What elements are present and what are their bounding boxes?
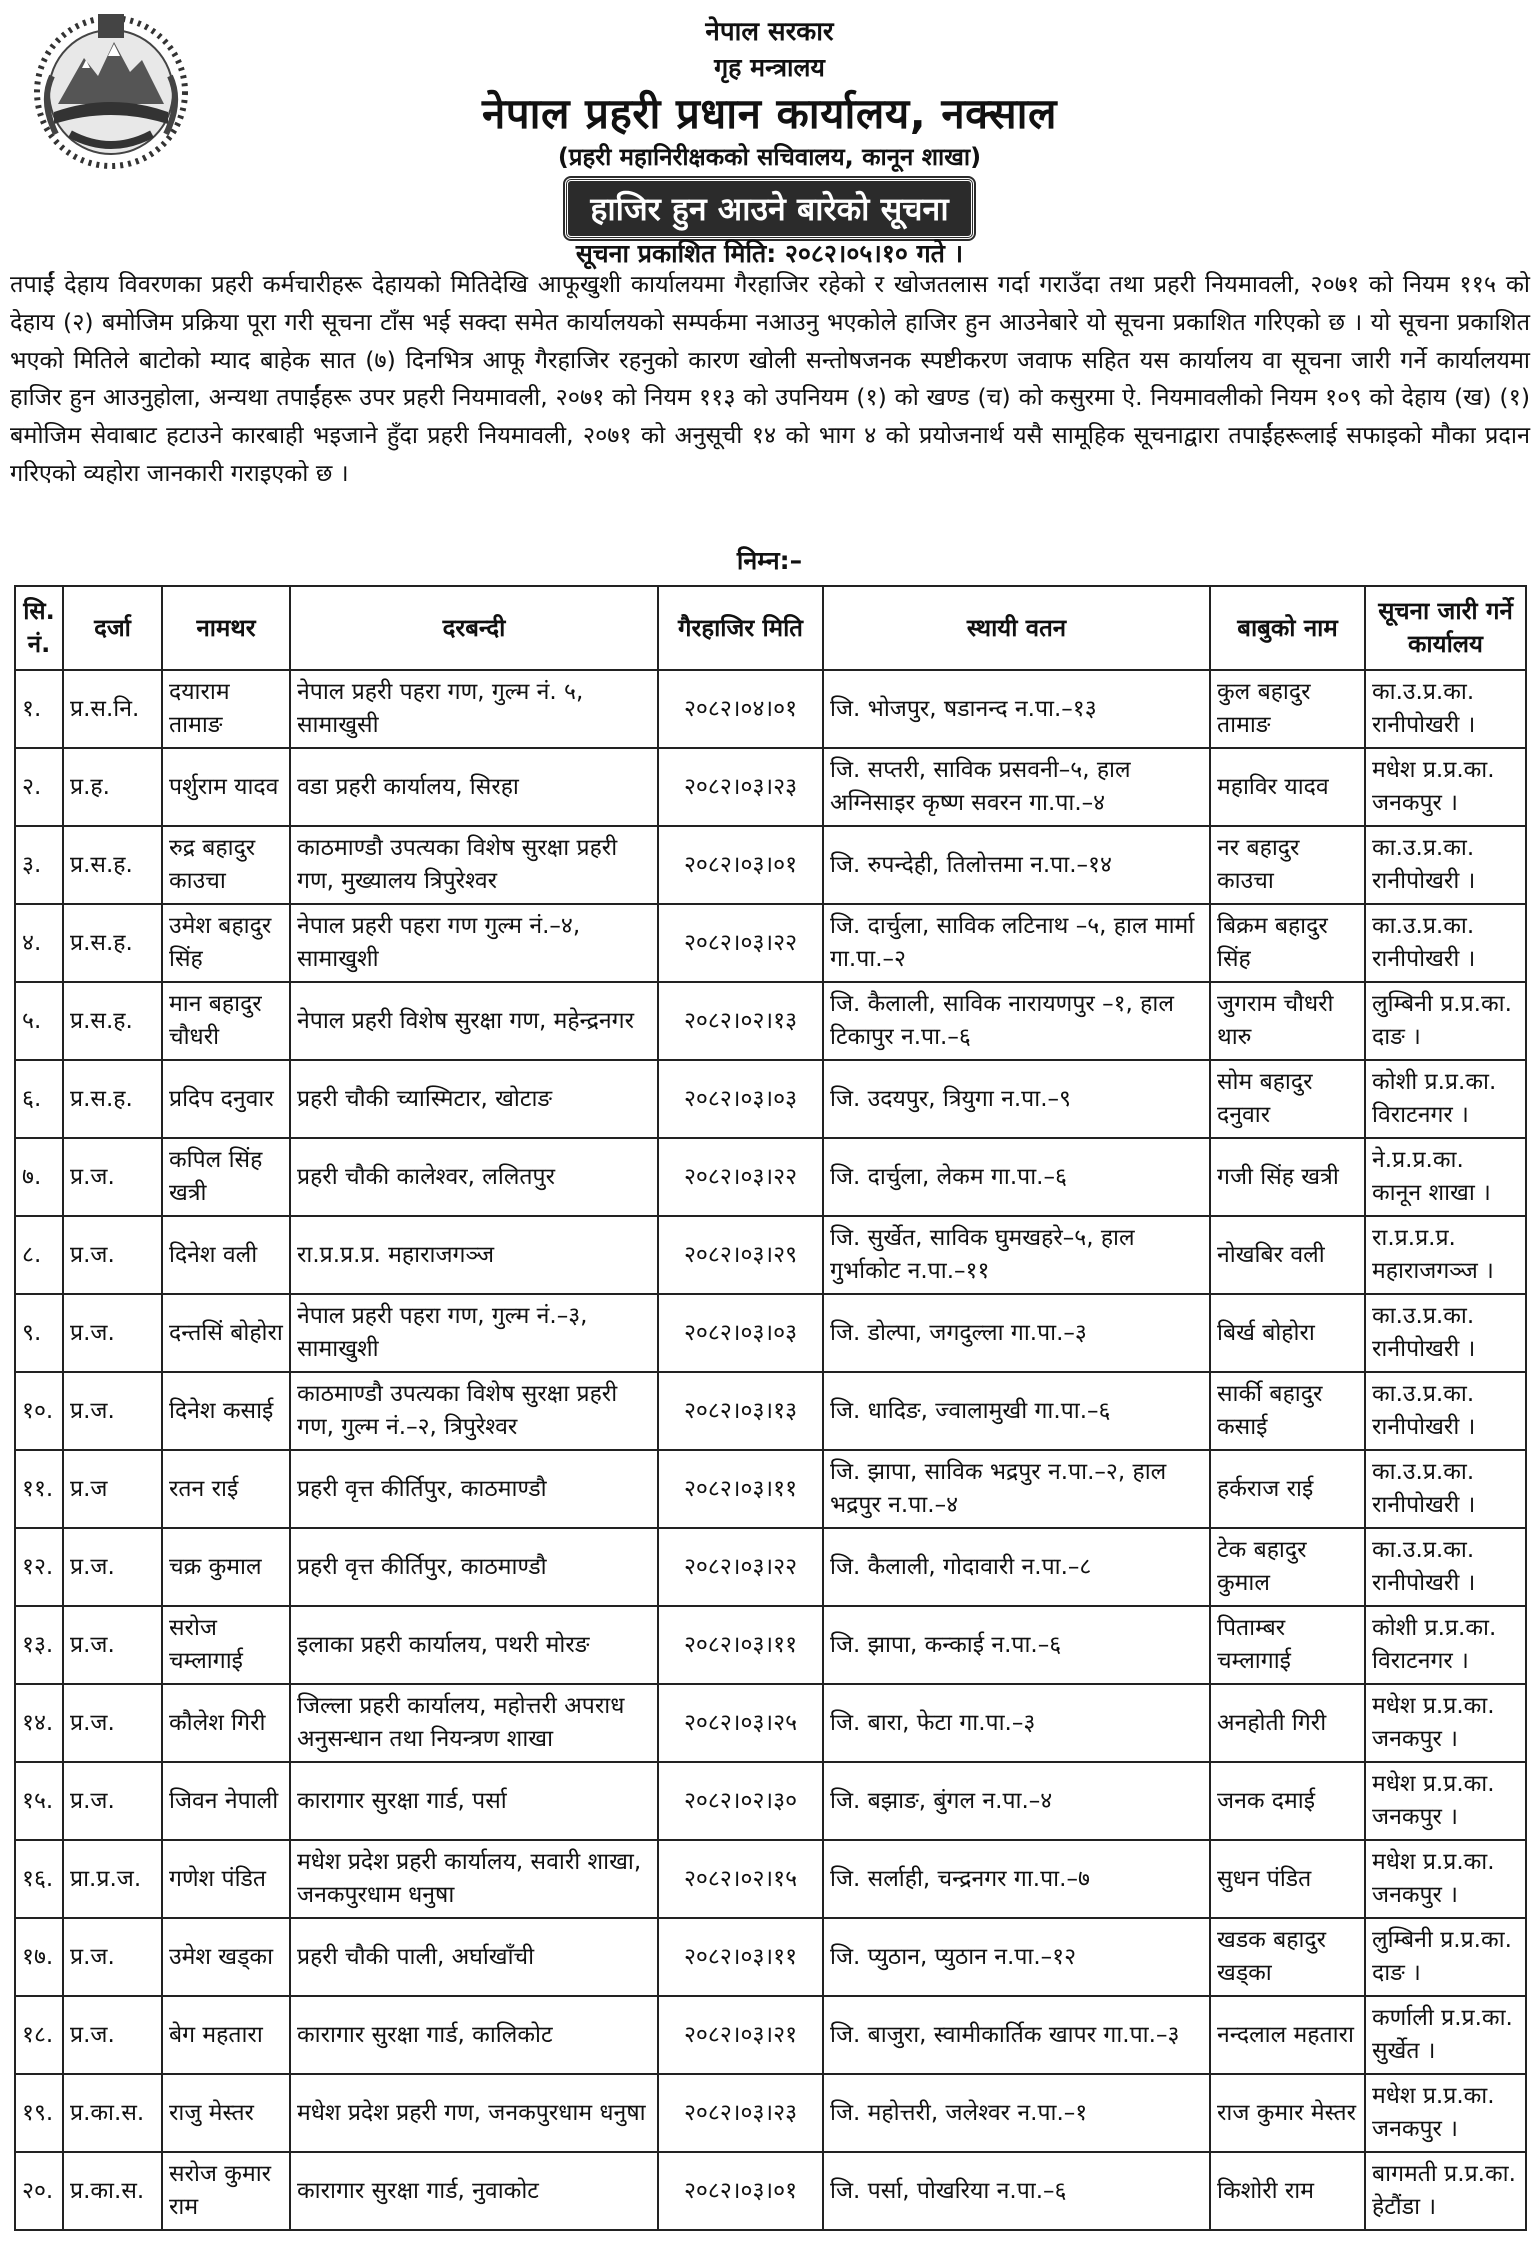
- cell-rank: प्र.स.ह.: [63, 826, 162, 904]
- cell-absent-date: २०८२।०३।२२: [658, 1528, 823, 1606]
- banner-wrap: [0, 178, 1539, 239]
- cell-issuing-office: का.उ.प्र.का. रानीपोखरी ।: [1365, 670, 1526, 748]
- cell-name: रतन राई: [162, 1450, 290, 1528]
- cell-absent-date: २०८२।०३।२३: [658, 748, 823, 826]
- cell-absent-date: २०८२।०३।११: [658, 1918, 823, 1996]
- cell-address: जि. बारा, फेटा गा.पा.–३: [823, 1684, 1210, 1762]
- cell-rank: प्र.ज.: [63, 1528, 162, 1606]
- cell-posting: काठमाण्डौ उपत्यका विशेष सुरक्षा प्रहरी गण, गुल्म नं.–२, त्रिपुरेश्वर: [290, 1372, 658, 1450]
- cell-issuing-office: लुम्बिनी प्र.प्र.का. दाङ ।: [1365, 1918, 1526, 1996]
- cell-issuing-office: का.उ.प्र.का. रानीपोखरी ।: [1365, 1528, 1526, 1606]
- cell-absent-date: २०८२।०३।१३: [658, 1372, 823, 1450]
- cell-sn: २.: [15, 748, 63, 826]
- cell-name: पर्शुराम यादव: [162, 748, 290, 826]
- cell-address: जि. भोजपुर, षडानन्द न.पा.–१३: [823, 670, 1210, 748]
- cell-address: जि. डोल्पा, जगदुल्ला गा.पा.–३: [823, 1294, 1210, 1372]
- cell-sn: ९.: [15, 1294, 63, 1372]
- cell-posting: प्रहरी चौकी पाली, अर्घाखाँची: [290, 1918, 658, 1996]
- cell-sn: १८.: [15, 1996, 63, 2074]
- published-date: सूचना प्रकाशित मिति: २०८२।०५।१० गते ।: [575, 239, 964, 268]
- cell-absent-date: २०८२।०३।२२: [658, 1138, 823, 1216]
- cell-father: बिर्ख बोहोरा: [1210, 1294, 1365, 1372]
- cell-father: नोखबिर वली: [1210, 1216, 1365, 1294]
- cell-father: महाविर यादव: [1210, 748, 1365, 826]
- cell-posting: मधेश प्रदेश प्रहरी गण, जनकपुरधाम धनुषा: [290, 2074, 658, 2152]
- cell-posting: जिल्ला प्रहरी कार्यालय, महोत्तरी अपराध अनुसन्धान तथा नियन्त्रण शाखा: [290, 1684, 658, 1762]
- table-body: [15, 670, 1526, 2230]
- table-row: [15, 1840, 1526, 1918]
- cell-sn: १३.: [15, 1606, 63, 1684]
- cell-name: मान बहादुर चौधरी: [162, 982, 290, 1060]
- table-row: [15, 1060, 1526, 1138]
- cell-sn: १४.: [15, 1684, 63, 1762]
- cell-name: उमेश बहादुर सिंह: [162, 904, 290, 982]
- cell-name: राजु मेस्तर: [162, 2074, 290, 2152]
- cell-issuing-office: कोशी प्र.प्र.का. विराटनगर ।: [1365, 1060, 1526, 1138]
- cell-sn: १६.: [15, 1840, 63, 1918]
- cell-issuing-office: लुम्बिनी प्र.प्र.का. दाङ ।: [1365, 982, 1526, 1060]
- table-header-row: [15, 586, 1526, 670]
- cell-issuing-office: रा.प्र.प्र.प्र. महाराजगञ्ज ।: [1365, 1216, 1526, 1294]
- cell-father: नर बहादुर काउचा: [1210, 826, 1365, 904]
- cell-sn: ७.: [15, 1138, 63, 1216]
- table-row: [15, 982, 1526, 1060]
- cell-rank: प्र.ज.: [63, 1294, 162, 1372]
- cell-father: हर्कराज राई: [1210, 1450, 1365, 1528]
- cell-posting: वडा प्रहरी कार्यालय, सिरहा: [290, 748, 658, 826]
- cell-sn: ११.: [15, 1450, 63, 1528]
- cell-rank: प्र.ह.: [63, 748, 162, 826]
- cell-issuing-office: का.उ.प्र.का. रानीपोखरी ।: [1365, 1450, 1526, 1528]
- cell-rank: प्र.ज.: [63, 1138, 162, 1216]
- cell-address: जि. बझाङ, बुंगल न.पा.–४: [823, 1762, 1210, 1840]
- cell-issuing-office: मधेश प्र.प्र.का. जनकपुर ।: [1365, 748, 1526, 826]
- table-row: [15, 1918, 1526, 1996]
- cell-posting: नेपाल प्रहरी विशेष सुरक्षा गण, महेन्द्रनगर: [290, 982, 658, 1060]
- cell-rank: प्र.स.ह.: [63, 1060, 162, 1138]
- cell-father: खडक बहादुर खड्का: [1210, 1918, 1365, 1996]
- cell-rank: प्र.ज.: [63, 1606, 162, 1684]
- cell-sn: ४.: [15, 904, 63, 982]
- cell-name: दन्तसिं बोहोरा: [162, 1294, 290, 1372]
- cell-posting: नेपाल प्रहरी पहरा गण, गुल्म नं.–३, सामाखुशी: [290, 1294, 658, 1372]
- cell-rank: प्र.स.ह.: [63, 982, 162, 1060]
- cell-issuing-office: का.उ.प्र.का. रानीपोखरी ।: [1365, 1294, 1526, 1372]
- cell-father: सोम बहादुर दनुवार: [1210, 1060, 1365, 1138]
- cell-address: जि. दार्चुला, लेकम गा.पा.–६: [823, 1138, 1210, 1216]
- list-heading: निम्न:–: [736, 546, 803, 575]
- cell-issuing-office: का.उ.प्र.का. रानीपोखरी ।: [1365, 904, 1526, 982]
- cell-sn: ५.: [15, 982, 63, 1060]
- cell-sn: ३.: [15, 826, 63, 904]
- cell-name: गणेश पंडित: [162, 1840, 290, 1918]
- cell-posting: काठमाण्डौ उपत्यका विशेष सुरक्षा प्रहरी गण, मुख्यालय त्रिपुरेश्वर: [290, 826, 658, 904]
- cell-issuing-office: मधेश प्र.प्र.का. जनकपुर ।: [1365, 1840, 1526, 1918]
- cell-absent-date: २०८२।०४।०१: [658, 670, 823, 748]
- cell-posting: प्रहरी चौकी कालेश्वर, ललितपुर: [290, 1138, 658, 1216]
- col-header-sn: सि. नं.: [15, 586, 63, 670]
- notice-paragraph: तपाईं देहाय विवरणका प्रहरी कर्मचारीहरू देहायको मितिदेखि आफूखुशी कार्यालयमा गैरहाजिर रहेको र खोजतलास गर्दा गराउँदा तथा प्रहरी नियमावली, २०७१ को नियम ११५ को देहाय (२) बमोजिम प्रक्रिया पूरा गरी सूचना टाँस भई सक्दा समेत कार्यालयको सम्पर्कमा नआउनु भएकोले हाजिर हुन आउनेबारे यो सूचना प्रकाशित गरिएको छ । यो सूचना प्रकाशित भएको मितिले बाटोको म्याद बाहेक सात (७) दिनभित्र आफू गैरहाजिर रहनुको कारण खोली सन्तोषजनक स्पष्टीकरण जवाफ सहित यस कार्यालय वा सूचना जारी गर्ने कार्यालयमा हाजिर हुन आउनुहोला, अन्यथा तपाईंहरू उपर प्रहरी नियमावली, २०७१ को नियम ११३ को उपनियम (१) को खण्ड (च) को कसुरमा ऐ. नियमावलीको नियम १०९ को देहाय (ख) (१) बमोजिम सेवाबाट हटाउने कारबाही भइजाने हुँदा प्रहरी नियमावली, २०७१ को अनुसूची १४ को भाग ४ को प्रयोजनार्थ यसै सामूहिक सूचनाद्वारा तपाईंहरूलाई सफाइको मौका प्रदान गरिएको व्यहोरा जानकारी गराइएको छ ।: [10, 270, 1530, 487]
- cell-sn: २०.: [15, 2152, 63, 2230]
- cell-father: जुगराम चौधरी थारु: [1210, 982, 1365, 1060]
- cell-posting: प्रहरी वृत्त कीर्तिपुर, काठमाण्डौ: [290, 1528, 658, 1606]
- absentee-table: [14, 585, 1527, 2231]
- cell-rank: प्र.ज: [63, 1450, 162, 1528]
- cell-absent-date: २०८२।०३।२९: [658, 1216, 823, 1294]
- cell-address: जि. बाजुरा, स्वामीकार्तिक खापर गा.पा.–३: [823, 1996, 1210, 2074]
- table-row: [15, 748, 1526, 826]
- cell-address: जि. प्युठान, प्युठान न.पा.–१२: [823, 1918, 1210, 1996]
- cell-name: सरोज कुमार राम: [162, 2152, 290, 2230]
- cell-sn: १९.: [15, 2074, 63, 2152]
- col-header-posting: दरबन्दी: [290, 586, 658, 670]
- cell-father: पिताम्बर चम्लागाई: [1210, 1606, 1365, 1684]
- table-row: [15, 1996, 1526, 2074]
- col-header-name: नामथर: [162, 586, 290, 670]
- cell-father: अनहोती गिरी: [1210, 1684, 1365, 1762]
- cell-name: जिवन नेपाली: [162, 1762, 290, 1840]
- cell-father: गजी सिंह खत्री: [1210, 1138, 1365, 1216]
- division-title: (प्रहरी महानिरीक्षकको सचिवालय, कानून शाखा): [557, 143, 982, 171]
- cell-absent-date: २०८२।०३।०१: [658, 2152, 823, 2230]
- cell-name: चक्र कुमाल: [162, 1528, 290, 1606]
- cell-rank: प्र.का.स.: [63, 2074, 162, 2152]
- ministry-title: गृह मन्त्रालय: [714, 53, 825, 82]
- table-row: [15, 2074, 1526, 2152]
- notice-banner: हाजिर हुन आउने बारेको सूचना: [565, 178, 973, 239]
- cell-father: टेक बहादुर कुमाल: [1210, 1528, 1365, 1606]
- cell-sn: १०.: [15, 1372, 63, 1450]
- cell-name: दिनेश कसाई: [162, 1372, 290, 1450]
- cell-issuing-office: कोशी प्र.प्र.का. विराटनगर ।: [1365, 1606, 1526, 1684]
- cell-rank: प्र.ज.: [63, 1996, 162, 2074]
- table-row: [15, 826, 1526, 904]
- cell-address: जि. सुर्खेत, साविक घुमखहरे–५, हाल गुर्भाकोट न.पा.–११: [823, 1216, 1210, 1294]
- cell-issuing-office: ने.प्र.प्र.का. कानून शाखा ।: [1365, 1138, 1526, 1216]
- cell-absent-date: २०८२।०२।३०: [658, 1762, 823, 1840]
- cell-posting: कारागार सुरक्षा गार्ड, पर्सा: [290, 1762, 658, 1840]
- cell-posting: कारागार सुरक्षा गार्ड, कालिकोट: [290, 1996, 658, 2074]
- cell-posting: प्रहरी वृत्त कीर्तिपुर, काठमाण्डौ: [290, 1450, 658, 1528]
- cell-address: जि. सप्तरी, साविक प्रसवनी–५, हाल अग्निसाइर कृष्ण सवरन गा.पा.–४: [823, 748, 1210, 826]
- table-row: [15, 1138, 1526, 1216]
- table-row: [15, 1450, 1526, 1528]
- cell-address: जि. रुपन्देही, तिलोत्तमा न.पा.–१४: [823, 826, 1210, 904]
- table-row: [15, 2152, 1526, 2230]
- cell-father: सार्की बहादुर कसाई: [1210, 1372, 1365, 1450]
- cell-name: कौलेश गिरी: [162, 1684, 290, 1762]
- col-header-address: स्थायी वतन: [823, 586, 1210, 670]
- cell-name: प्रदिप दनुवार: [162, 1060, 290, 1138]
- cell-posting: मधेश प्रदेश प्रहरी कार्यालय, सवारी शाखा, जनकपुरधाम धनुषा: [290, 1840, 658, 1918]
- cell-absent-date: २०८२।०३।०१: [658, 826, 823, 904]
- cell-rank: प्रा.प्र.ज.: [63, 1840, 162, 1918]
- cell-address: जि. झापा, साविक भद्रपुर न.पा.–२, हाल भद्रपुर न.पा.–४: [823, 1450, 1210, 1528]
- cell-sn: १२.: [15, 1528, 63, 1606]
- cell-posting: कारागार सुरक्षा गार्ड, नुवाकोट: [290, 2152, 658, 2230]
- cell-sn: ८.: [15, 1216, 63, 1294]
- cell-sn: ६.: [15, 1060, 63, 1138]
- col-header-issuing-office: सूचना जारी गर्ने कार्यालय: [1365, 586, 1526, 670]
- cell-rank: प्र.ज.: [63, 1372, 162, 1450]
- cell-issuing-office: का.उ.प्र.का. रानीपोखरी ।: [1365, 826, 1526, 904]
- cell-address: जि. दार्चुला, साविक लटिनाथ –५, हाल मार्मा गा.पा.–२: [823, 904, 1210, 982]
- cell-absent-date: २०८२।०३।२१: [658, 1996, 823, 2074]
- col-header-father: बाबुको नाम: [1210, 586, 1365, 670]
- cell-rank: प्र.स.नि.: [63, 670, 162, 748]
- table-row: [15, 904, 1526, 982]
- cell-name: सरोज चम्लागाई: [162, 1606, 290, 1684]
- cell-father: किशोरी राम: [1210, 2152, 1365, 2230]
- table-row: [15, 1216, 1526, 1294]
- cell-absent-date: २०८२।०२।१५: [658, 1840, 823, 1918]
- government-title: नेपाल सरकार: [705, 17, 834, 47]
- cell-absent-date: २०८२।०३।२३: [658, 2074, 823, 2152]
- cell-absent-date: २०८२।०३।११: [658, 1450, 823, 1528]
- cell-rank: प्र.ज.: [63, 1762, 162, 1840]
- table-row: [15, 1606, 1526, 1684]
- cell-posting: प्रहरी चौकी च्यास्मिटार, खोटाङ: [290, 1060, 658, 1138]
- cell-issuing-office: कर्णाली प्र.प्र.का. सुर्खेत ।: [1365, 1996, 1526, 2074]
- cell-name: रुद्र बहादुर काउचा: [162, 826, 290, 904]
- cell-issuing-office: मधेश प्र.प्र.का. जनकपुर ।: [1365, 1684, 1526, 1762]
- cell-rank: प्र.स.ह.: [63, 904, 162, 982]
- cell-address: जि. कैलाली, गोदावारी न.पा.–८: [823, 1528, 1210, 1606]
- col-header-absent-date: गैरहाजिर मिति: [658, 586, 823, 670]
- table-row: [15, 1372, 1526, 1450]
- cell-rank: प्र.ज.: [63, 1918, 162, 1996]
- cell-posting: नेपाल प्रहरी पहरा गण गुल्म नं.–४, सामाखुशी: [290, 904, 658, 982]
- table-row: [15, 1294, 1526, 1372]
- cell-issuing-office: का.उ.प्र.का. रानीपोखरी ।: [1365, 1372, 1526, 1450]
- cell-absent-date: २०८२।०३।०३: [658, 1294, 823, 1372]
- cell-issuing-office: बागमती प्र.प्र.का. हेटौंडा ।: [1365, 2152, 1526, 2230]
- cell-posting: रा.प्र.प्र.प्र. महाराजगञ्ज: [290, 1216, 658, 1294]
- cell-sn: १.: [15, 670, 63, 748]
- cell-issuing-office: मधेश प्र.प्र.का. जनकपुर ।: [1365, 1762, 1526, 1840]
- cell-father: सुधन पंडित: [1210, 1840, 1365, 1918]
- cell-address: जि. पर्सा, पोखरिया न.पा.–६: [823, 2152, 1210, 2230]
- cell-address: जि. झापा, कन्काई न.पा.–६: [823, 1606, 1210, 1684]
- cell-address: जि. सर्लाही, चन्द्रनगर गा.पा.–७: [823, 1840, 1210, 1918]
- cell-absent-date: २०८२।०३।११: [658, 1606, 823, 1684]
- cell-father: राज कुमार मेस्तर: [1210, 2074, 1365, 2152]
- office-title: नेपाल प्रहरी प्रधान कार्यालय, नक्साल: [481, 89, 1058, 138]
- cell-sn: १५.: [15, 1762, 63, 1840]
- cell-rank: प्र.ज.: [63, 1684, 162, 1762]
- cell-posting: नेपाल प्रहरी पहरा गण, गुल्म नं. ५, सामाखुसी: [290, 670, 658, 748]
- cell-address: जि. धादिङ, ज्वालामुखी गा.पा.–६: [823, 1372, 1210, 1450]
- cell-absent-date: २०८२।०३।२२: [658, 904, 823, 982]
- cell-father: बिक्रम बहादुर सिंह: [1210, 904, 1365, 982]
- cell-rank: प्र.ज.: [63, 1216, 162, 1294]
- cell-absent-date: २०८२।०३।२५: [658, 1684, 823, 1762]
- cell-address: जि. कैलाली, साविक नारायणपुर –१, हाल टिकापुर न.पा.–६: [823, 982, 1210, 1060]
- cell-father: नन्दलाल महतारा: [1210, 1996, 1365, 2074]
- cell-address: जि. महोत्तरी, जलेश्वर न.पा.–१: [823, 2074, 1210, 2152]
- cell-name: दिनेश वली: [162, 1216, 290, 1294]
- cell-name: दयाराम तामाङ: [162, 670, 290, 748]
- table-row: [15, 670, 1526, 748]
- cell-absent-date: २०८२।०२।१३: [658, 982, 823, 1060]
- table-row: [15, 1684, 1526, 1762]
- cell-issuing-office: मधेश प्र.प्र.का. जनकपुर ।: [1365, 2074, 1526, 2152]
- cell-address: जि. उदयपुर, त्रियुगा न.पा.–९: [823, 1060, 1210, 1138]
- cell-rank: प्र.का.स.: [63, 2152, 162, 2230]
- table-row: [15, 1762, 1526, 1840]
- cell-name: बेग महतारा: [162, 1996, 290, 2074]
- cell-father: कुल बहादुर तामाङ: [1210, 670, 1365, 748]
- cell-sn: १७.: [15, 1918, 63, 1996]
- cell-absent-date: २०८२।०३।०३: [658, 1060, 823, 1138]
- cell-posting: इलाका प्रहरी कार्यालय, पथरी मोरङ: [290, 1606, 658, 1684]
- table-row: [15, 1528, 1526, 1606]
- cell-father: जनक दमाई: [1210, 1762, 1365, 1840]
- cell-name: कपिल सिंह खत्री: [162, 1138, 290, 1216]
- col-header-rank: दर्जा: [63, 586, 162, 670]
- cell-name: उमेश खड्का: [162, 1918, 290, 1996]
